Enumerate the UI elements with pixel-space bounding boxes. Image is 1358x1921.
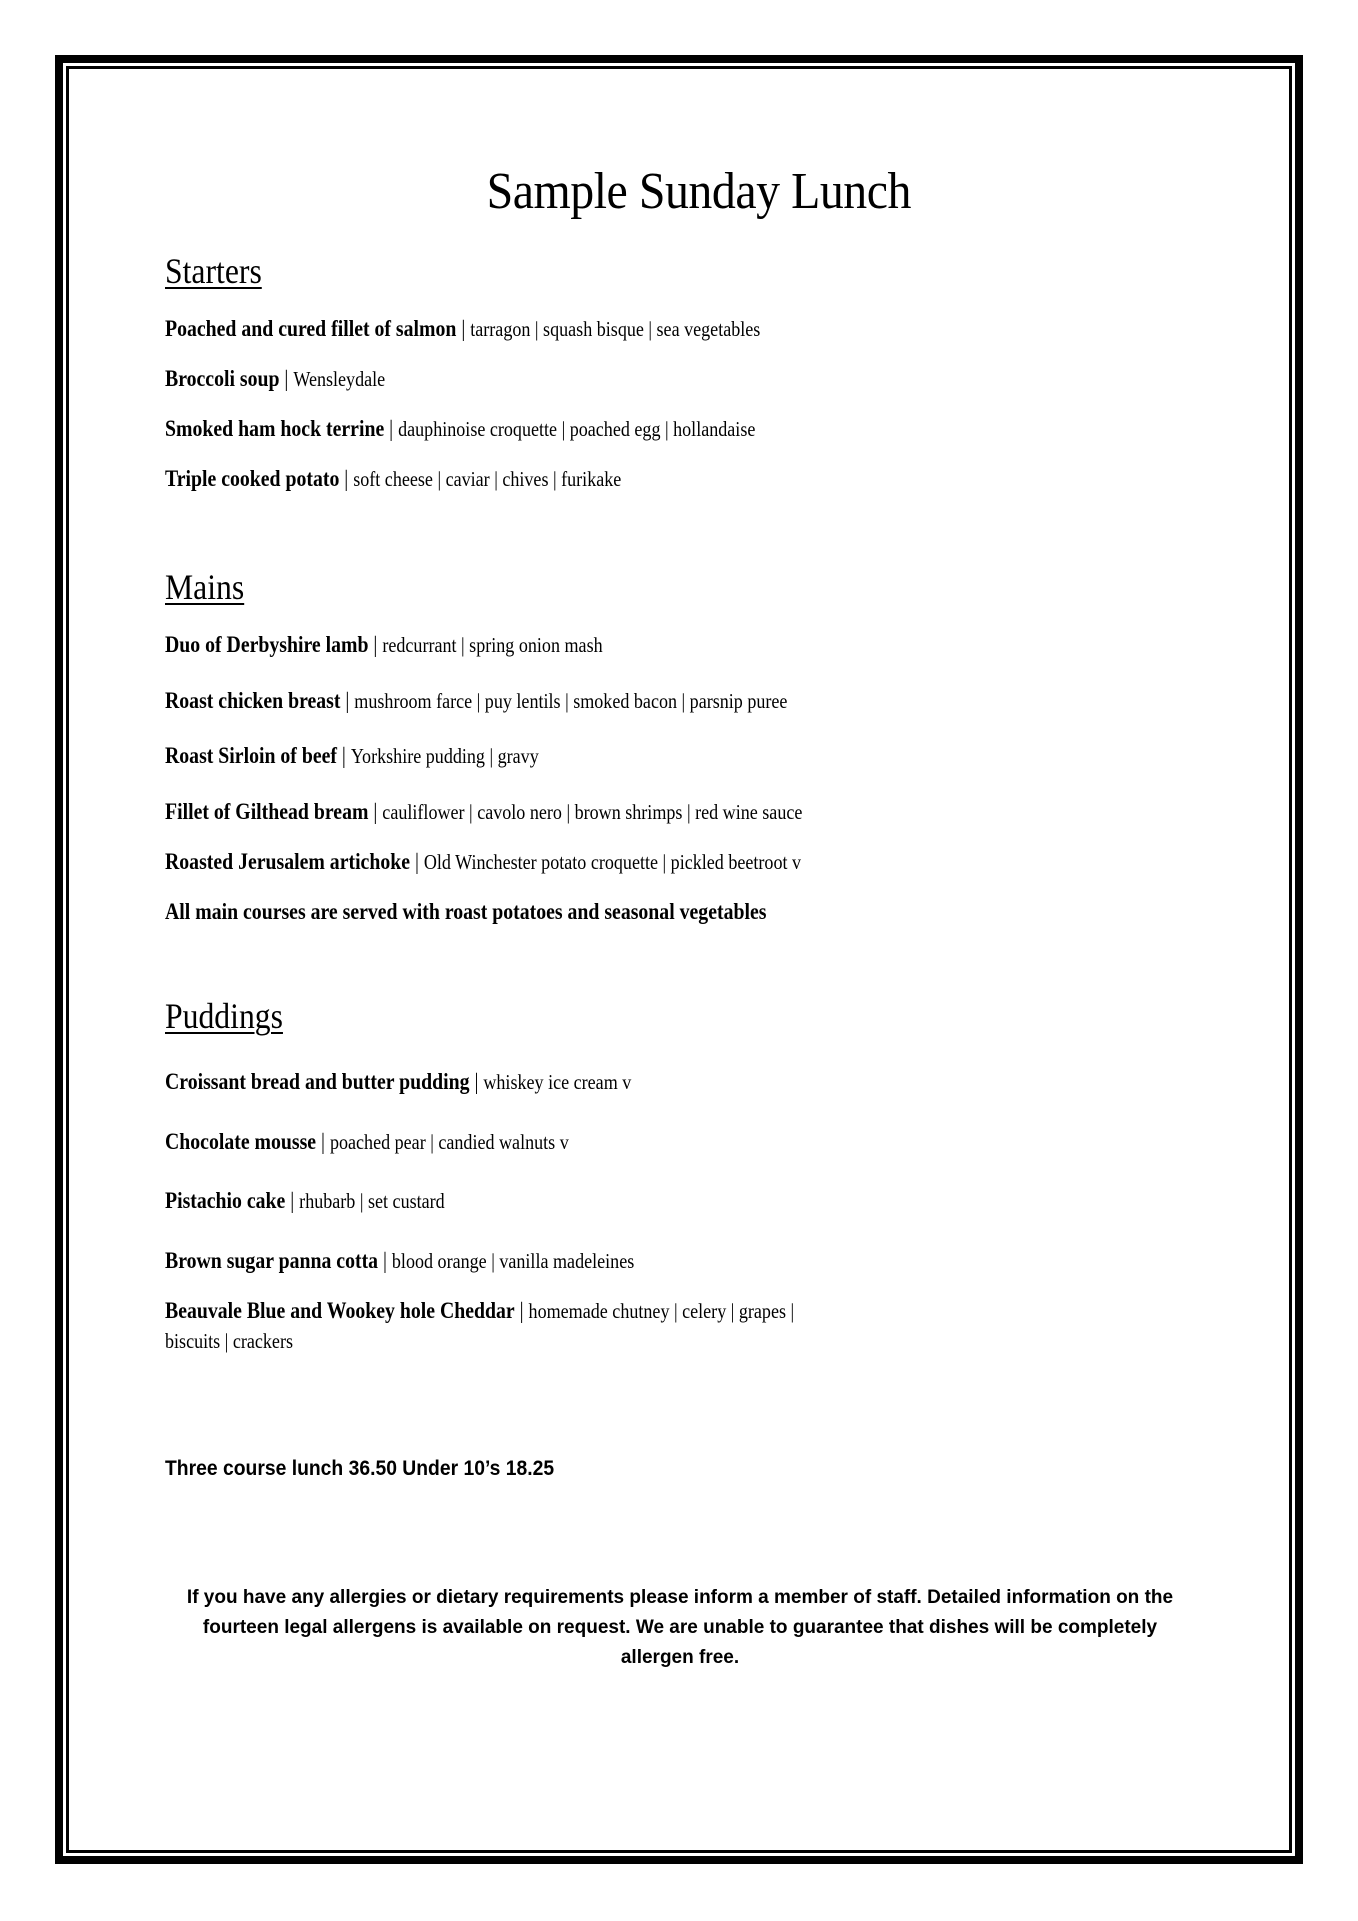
menu-item <box>165 314 760 344</box>
separator: | <box>344 466 349 491</box>
dish-name: Roasted Jerusalem artichoke <box>165 849 411 874</box>
dish-description: redcurrant | spring onion mash <box>382 633 603 657</box>
dish-name: Duo of Derbyshire lamb <box>165 632 369 657</box>
dish-name: Poached and cured fillet of salmon <box>165 316 457 341</box>
dish-name: Brown sugar panna cotta <box>165 1248 379 1273</box>
separator: | <box>389 416 394 441</box>
dish-name: Chocolate mousse <box>165 1129 317 1154</box>
dish-name: Fillet of Gilthead bream <box>165 799 369 824</box>
dish-description: dauphinoise croquette | poached egg | hollandaise <box>398 417 756 441</box>
menu-item <box>165 1067 631 1097</box>
dish-name: Broccoli soup <box>165 366 280 391</box>
dish-name: Beauvale Blue and Wookey hole Cheddar <box>165 1298 515 1323</box>
separator: | <box>373 632 378 657</box>
mains-note: All main courses are served with roast potatoes and seasonal vegetables <box>165 899 767 924</box>
dish-description: poached pear | candied walnuts v <box>329 1130 569 1154</box>
dish-description: mushroom farce | puy lentils | smoked bacon | parsnip puree <box>354 689 788 713</box>
menu-item <box>165 464 621 494</box>
separator: | <box>284 366 289 391</box>
page-title: Sample Sunday Lunch <box>486 163 912 220</box>
dish-name: Roast chicken breast <box>165 688 341 713</box>
separator: | <box>461 316 466 341</box>
section-heading-mains: Mains <box>165 567 245 607</box>
menu-item <box>165 630 603 660</box>
separator: | <box>345 688 350 713</box>
price-line: Three course lunch 36.50 Under 10’s 18.25 <box>165 1457 555 1480</box>
separator: | <box>474 1069 479 1094</box>
dish-description: homemade chutney | celery | grapes | <box>528 1299 795 1323</box>
dish-description: Old Winchester potato croquette | pickled beetroot v <box>423 850 802 874</box>
menu-item <box>165 1246 634 1276</box>
section-heading-puddings: Puddings <box>165 996 283 1036</box>
menu-item <box>165 1127 569 1157</box>
dish-description: Wensleydale <box>293 367 386 391</box>
menu-item <box>165 414 755 444</box>
dish-description: blood orange | vanilla madeleines <box>391 1249 635 1273</box>
dish-description-line2: biscuits | crackers <box>165 1329 293 1353</box>
dish-name: Triple cooked potato <box>165 466 340 491</box>
dish-description: soft cheese | caviar | chives | furikake <box>353 467 622 491</box>
dish-name: Smoked ham hock terrine <box>165 416 385 441</box>
menu-item <box>165 741 539 771</box>
dish-name: Roast Sirloin of beef <box>165 743 337 768</box>
menu-item <box>165 1296 794 1326</box>
separator: | <box>321 1129 326 1154</box>
section-heading-starters: Starters <box>165 251 262 291</box>
separator: | <box>290 1188 295 1213</box>
dish-description: whiskey ice cream v <box>483 1070 632 1094</box>
dish-description: tarragon | squash bisque | sea vegetables <box>470 317 761 341</box>
dish-name: Pistachio cake <box>165 1188 286 1213</box>
allergy-note: If you have any allergies or dietary requirements please inform a member of staff. Detailed information on the fourteen legal allergens is available on request. We are unable to guarantee that dishes will be completely allergen free. <box>186 1587 1174 1668</box>
separator: | <box>341 743 346 768</box>
menu-item-continuation <box>165 1326 293 1356</box>
separator: | <box>519 1298 524 1323</box>
menu-item <box>165 686 787 716</box>
dish-name: Croissant bread and butter pudding <box>165 1069 470 1094</box>
dish-description: cauliflower | cavolo nero | brown shrimps | red wine sauce <box>382 800 803 824</box>
separator: | <box>382 1248 387 1273</box>
separator: | <box>414 849 419 874</box>
menu-item <box>165 364 385 394</box>
menu-item <box>165 797 802 827</box>
menu-item <box>165 1186 445 1216</box>
dish-description: rhubarb | set custard <box>299 1189 445 1213</box>
menu-item <box>165 847 801 877</box>
separator: | <box>373 799 378 824</box>
dish-description: Yorkshire pudding | gravy <box>350 744 539 768</box>
